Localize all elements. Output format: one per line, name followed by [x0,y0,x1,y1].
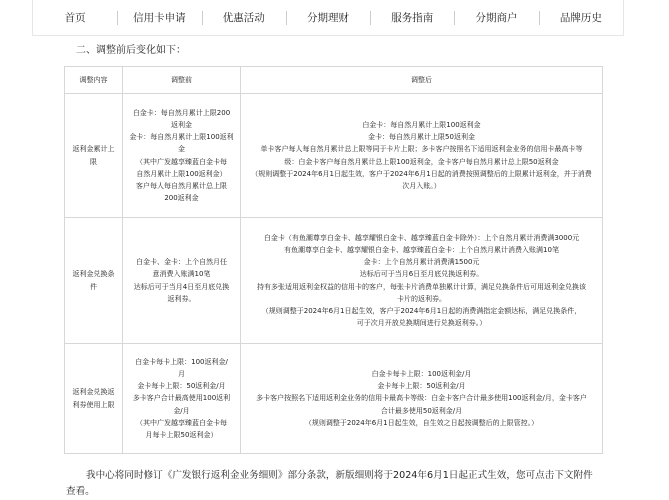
cell-text-line: 返利金兑换条 [72,270,115,279]
table-header-row [65,67,603,94]
cell-before [123,218,241,344]
footer-notice [66,468,606,500]
cell-text-line: 白金卡：每自然月累计上限100返利金 [362,120,481,129]
footer-line-1: 我中心将同时修订《广发银行返利金业务细则》部分条款，新版细则将于2024年6月1日起正式生效，您可点击下文附件 [86,470,593,481]
cell-text-line: 达标后可于当月6日至月底兑换返利券。 [359,270,484,279]
nav-promotions[interactable]: 优惠活动 [202,0,286,36]
cell-text-line: 返利金累计上 [72,145,115,154]
table-row [65,94,603,218]
cell-text-line: 客户每人每自然月累计总上限 [136,181,227,190]
cell-text-line: 金卡：每自然月累计上限100返利 [129,133,234,142]
cell-text-line: 多卡客户按照名下适用返利金业务的信用卡最高卡等级：白金卡客户合计最多使用100返利金/月，金卡客户 [256,394,587,403]
cell-text-line: 级：白金卡客户每自然月累计总上限100返利金，金卡客户每自然月累计总上限50返利金 [284,157,559,166]
cell-text-line: 返利金 [171,120,192,129]
cell-after [241,218,603,344]
cell-text-line: 白金卡：每自然月累计上限200 [132,108,231,117]
cell-text-line: 200返利金 [164,194,199,203]
cell-adjustment-content [65,94,123,218]
cell-text-line: 金卡每卡上限：50返利金/月 [137,382,226,391]
cell-text-line: 金 [178,145,185,154]
cell-text-line: 合计最多使用50返利金/月 [380,406,463,415]
cell-text-line: （规则调整于2024年6月1日起生效，客户于2024年6月1日起的消费满指定金额达标，满足兑换条件， [261,306,582,315]
section-heading: 二、调整前后变化如下： [76,45,186,56]
table-row [65,218,603,344]
cell-text-line: 金卡：上个自然月累计消费满1500元 [363,258,480,267]
top-navigation-bar [32,0,624,36]
cell-text-line: 可于次月开放兑换期间进行兑换返利券。） [356,319,487,328]
cell-adjustment-content [65,344,123,454]
cell-text-line: 白金卡、金卡：上个自然月任 [136,258,227,267]
header-after: 调整后 [241,67,603,94]
cell-before [123,344,241,454]
cell-text-line: 月 [178,369,185,378]
nav-installment-finance[interactable]: 分期理财 [286,0,370,36]
header-adjustment-content: 调整内容 [65,67,123,94]
nav-credit-card-apply[interactable]: 信用卡申请 [117,0,201,36]
cell-text-line: （其中广发越享臻蓝白金卡每 [136,418,227,427]
cell-text-line: 月每卡上限50返利金） [145,431,218,439]
cell-text-line: 持有多张适用返利金权益的信用卡的客户，每张卡片消费单独累计计算，满足兑换条件后可用返利金兑换该 [257,282,586,291]
cell-text-line: 多卡客户合计最高使用100返利 [132,394,231,403]
cell-text-line: 白金卡每卡上限：100返利金/ [135,357,228,366]
cell-text-line: 利券使用上限 [72,400,115,409]
cell-after [241,94,603,218]
cell-text-line: 白金卡（有鱼潮尊享白金卡、越享耀银白金卡、越享臻蓝白金卡除外）：上个自然月累计消费满3000元 [263,233,580,242]
nav-installment-merchants[interactable]: 分期商户 [454,0,538,36]
cell-text-line: 达标后可于当月4日至月底兑换 [133,282,230,291]
cell-text-line: 金卡：每自然月累计上限50返利金 [368,133,475,142]
cell-text-line: 单卡客户每人每自然月累计总上限等同于卡片上限；多卡客户按照名下适用返利金业务的信用卡最高卡等 [260,145,583,154]
cell-text-line: 卡片的返利券。 [397,294,446,303]
cell-text-line: 金卡每卡上限：50返利金/月 [377,382,466,391]
nav-brand-history[interactable]: 品牌历史 [539,0,623,36]
cell-before [123,94,241,218]
cell-text-line: 次月入账。） [402,181,441,190]
table-row [65,344,603,454]
cell-text-line: 白金卡每卡上限：100返利金/月 [371,369,472,378]
cell-adjustment-content [65,218,123,344]
comparison-table [64,66,603,454]
cell-text-line: 意消费入账满10笔 [152,270,211,279]
footer-line-2: 查看。 [66,486,95,497]
cell-text-line: 件 [90,282,97,291]
cell-text-line: 有鱼潮尊享白金卡、越享耀银白金卡、越享臻蓝白金卡：上个自然月累计消费入账满10笔 [284,245,559,254]
cell-text-line: （规则调整于2024年6月1日起生效，自生效之日起按调整后的上限管控。） [304,418,539,427]
cell-text-line: 返利金兑换返 [72,388,115,397]
cell-text-line: 自然月累计上限100返利金） [136,169,227,178]
cell-text-line: 金/月 [173,406,190,415]
cell-text-line: （其中广发越享臻蓝白金卡每 [136,157,227,166]
cell-text-line: 返利券。 [167,294,196,303]
cell-after [241,344,603,454]
header-before: 调整前 [123,67,241,94]
cell-text-line: （规则调整于2024年6月1日起生效，客户于2024年6月1日起的消费按照调整后的上限累计返利金，并于消费 [251,169,592,178]
nav-service-guide[interactable]: 服务指南 [370,0,454,36]
cell-text-line: 限 [90,157,97,166]
nav-home[interactable]: 首页 [64,11,86,24]
